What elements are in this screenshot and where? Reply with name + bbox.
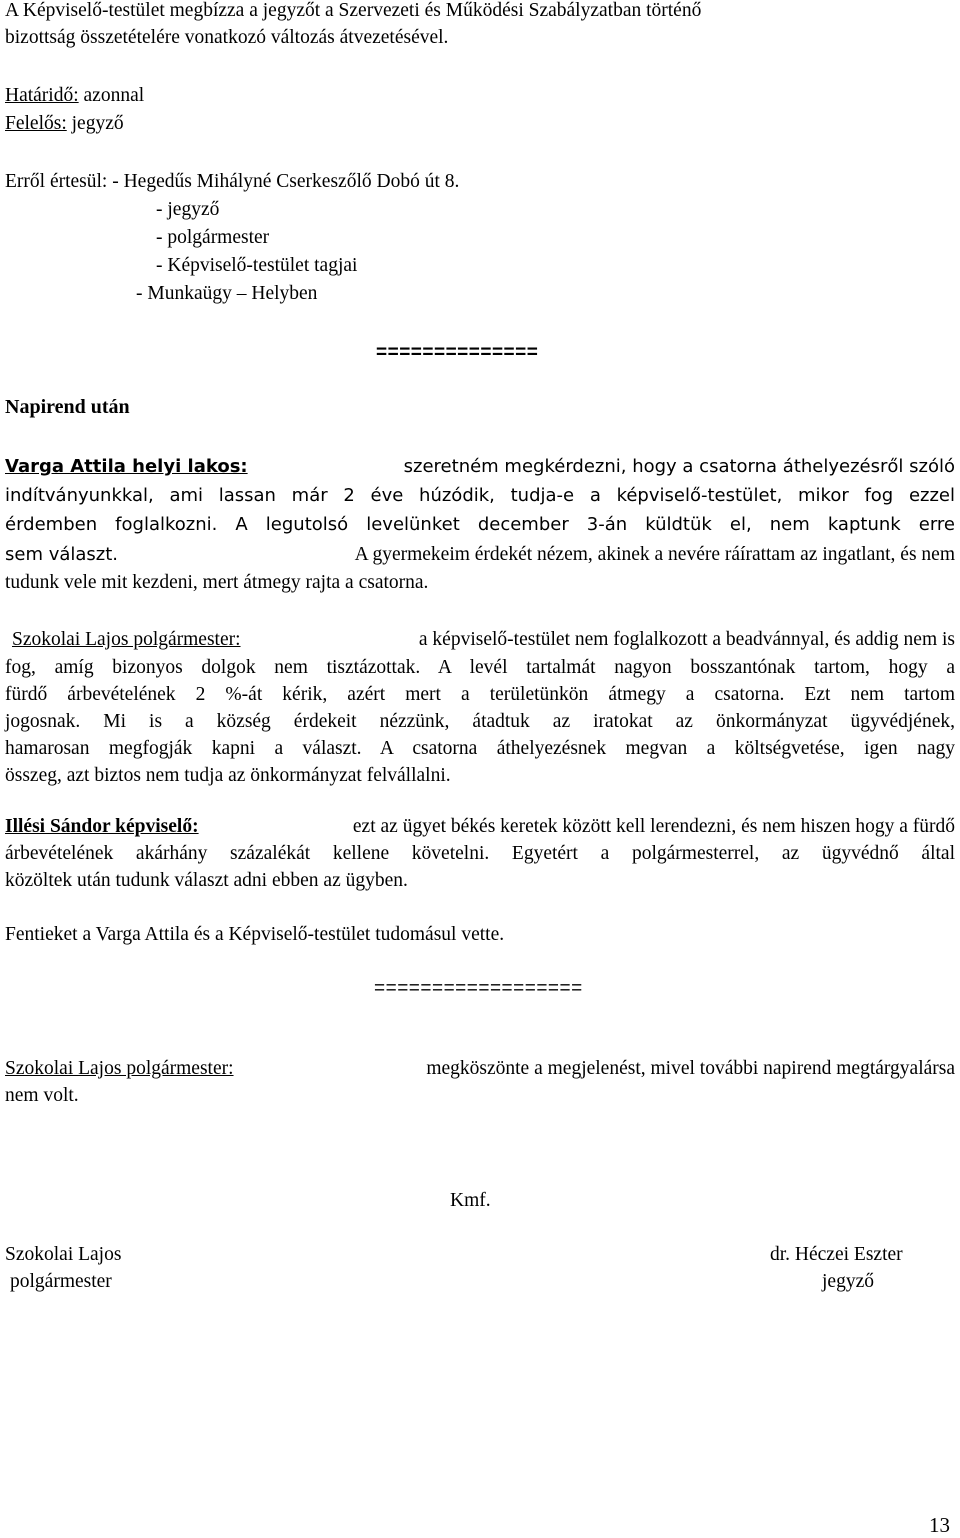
separator-1: ============== <box>376 342 539 363</box>
responsible-label: Felelős: <box>5 113 67 134</box>
separator-2: ================== <box>374 978 583 999</box>
deadline-label: Határidő: <box>5 85 79 106</box>
p5-text-1: megköszönte a megjelenést, mivel további napirend megtárgyalársa <box>426 1058 955 1079</box>
kmf-label: Kmf. <box>450 1190 491 1211</box>
p2-speaker: Szokolai Lajos polgármester: <box>12 629 241 650</box>
p2-text-1: a képviselő-testület nem foglalkozott a beadvánnyal, és addig nem is <box>418 629 955 650</box>
notify-item-2: - polgármester <box>156 227 270 248</box>
p3-line-2: árbevételének akárhány százalékát kellene követelni. Egyetért a polgármesterrel, az ügyvédnő által <box>5 843 955 864</box>
p1-text-5: A gyermekeim érdekét nézem, akinek a nevére ráírattam az ingatlant, és nem <box>354 544 955 565</box>
p3-speaker: Illési Sándor képviselő: <box>5 816 199 837</box>
p5-line-2: nem volt. <box>5 1085 79 1106</box>
p2-line-5: hamarosan megfogják kapni a választ. A csatorna áthelyezésnek megvan a költségvetése, igen nagy <box>5 738 955 759</box>
p5-speaker: Szokolai Lajos polgármester: <box>5 1058 234 1079</box>
p1-text-1: szeretném megkérdezni, hogy a csatorna áthelyezésről szóló <box>403 456 955 477</box>
notify-item-4: - Munkaügy – Helyben <box>136 283 318 304</box>
p4-text: Fentieket a Varga Attila és a Képviselő-testület tudomásul vette. <box>5 924 505 945</box>
sign-left-name: Szokolai Lajos <box>5 1244 122 1265</box>
notify-first: Erről értesül: - Hegedűs Mihályné Cserkeszőlő Dobó út 8. <box>5 171 460 192</box>
p2-line-3: fürdő árbevételének 2 %-át kérik, azért mert a területünkön átmegy a csatorna. Ezt nem tartom <box>5 684 955 705</box>
p2-line-2: fog, amíg bizonyos dolgok nem tisztázottak. A levél tartalmát nagyon bosszantónak tartom, hogy a <box>5 657 955 678</box>
responsible-value: jegyző <box>66 113 124 134</box>
p3-text-1: ezt az ügyet békés keretek között kell lerendezni, és nem hiszen hogy a fürdő <box>352 816 955 837</box>
sign-left-title: polgármester <box>10 1271 112 1292</box>
p2-line-4: jogosnak. Mi is a község érdekeit nézzünk, átadtuk az iratokat az önkormányzat ügyvédjének, <box>5 711 955 732</box>
p1-line-5: tudunk vele mit kezdeni, mert átmegy rajta a csatorna. <box>5 572 429 593</box>
deadline-value: azonnal <box>78 85 145 106</box>
section-title: Napirend után <box>5 396 130 418</box>
p1-text-4: sem választ. <box>5 544 119 565</box>
p1-line-1 <box>5 456 955 477</box>
notify-item-1: - jegyző <box>156 199 220 220</box>
page-number: 13 <box>929 1513 950 1537</box>
sign-right-name: dr. Héczei Eszter <box>770 1244 903 1265</box>
p1-line-3: érdemben foglalkozni. A legutolsó levelünket december 3-án küldtük el, nem kaptunk erre <box>5 514 955 535</box>
intro-line-1: A Képviselő-testület megbízza a jegyzőt a Szervezeti és Működési Szabályzatban történő <box>5 0 702 21</box>
sign-right-title: jegyző <box>822 1271 874 1292</box>
intro-line-2: bizottság összetételére vonatkozó változás átvezetésével. <box>5 27 449 48</box>
responsible-line <box>5 113 124 135</box>
deadline-line <box>5 85 144 107</box>
p2-line-6: összeg, azt biztos nem tudja az önkormányzat felvállalni. <box>5 765 451 786</box>
p1-line-4 <box>5 544 955 566</box>
p3-line-3: közöltek után tudunk választ adni ebben az ügyben. <box>5 870 408 891</box>
notify-item-3: - Képviselő-testület tagjai <box>156 255 358 276</box>
p3-line-1 <box>5 816 955 838</box>
p1-line-2: indítványunkkal, ami lassan már 2 éve húzódik, tudja-e a képviselő-testület, mikor fog ezzel <box>5 485 955 506</box>
p1-speaker: Varga Attila helyi lakos: <box>5 456 248 477</box>
p5-line-1 <box>5 1058 955 1080</box>
p2-line-1 <box>12 629 955 651</box>
